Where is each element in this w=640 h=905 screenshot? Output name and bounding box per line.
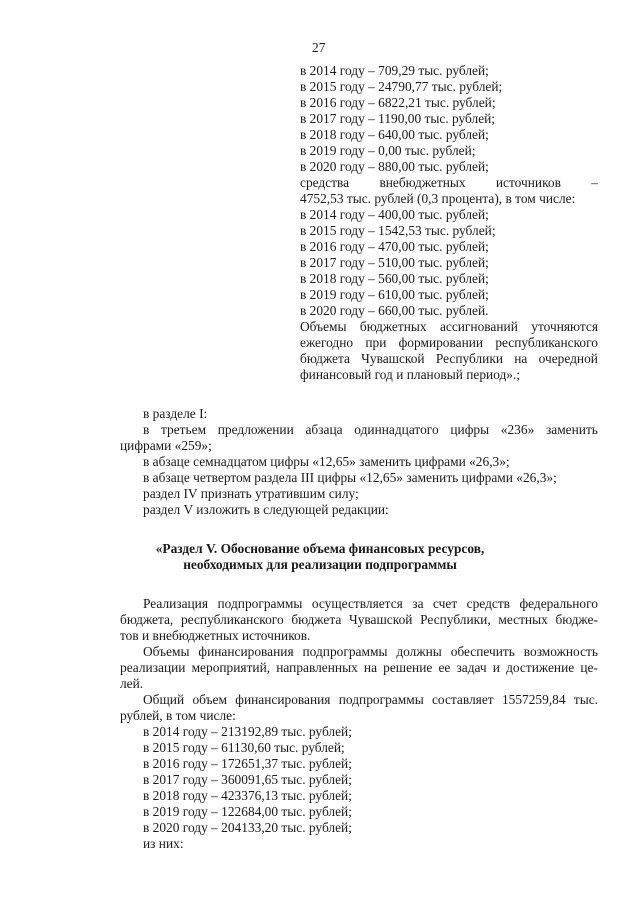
list-item: в 2017 году – 360091,65 тыс. рублей; [143,772,352,787]
word: республиканского [180,612,284,627]
word: Объемы [143,644,190,659]
word: Республики [435,351,504,366]
word: финансирования [198,644,294,659]
word: заменить [545,422,598,437]
section-heading: необходимых для реализации подпрограммы [183,557,457,572]
list-item: в 2017 году – 510,00 тыс. рублей; [300,255,489,270]
section-change: раздел V изложить в следующей редакции: [143,502,389,517]
word: «236» [500,422,535,437]
extra-budget-total: 4752,53 тыс. рублей (0,3 процента), в том числе: [300,191,576,206]
paragraph-line [120,660,598,675]
list-item: в 2019 году – 0,00 тыс. рублей; [300,143,476,158]
list-item: в 2019 году – 122684,00 тыс. рублей; [143,804,352,819]
word: объем [192,692,227,707]
section-change: раздел IV признать утратившим силу; [143,486,359,501]
list-item: в 2015 году – 61130,60 тыс. рублей; [143,740,345,755]
word: цифры [450,422,490,437]
paragraph-line: лей. [120,676,144,691]
word: Реализация [143,596,209,611]
paragraph-line [143,596,598,611]
word: на [363,660,378,675]
word: возможность [523,644,598,659]
word: источников [495,175,561,190]
word: средства [300,175,350,190]
word: абзаца [305,422,343,437]
word: третьем [161,422,207,437]
word: обеспечить [450,644,515,659]
word: местных [498,612,548,627]
word: республиканского [495,335,598,350]
word: и [492,660,500,675]
word: ежегодно [300,335,354,350]
word: бюдже- [555,612,598,627]
word: ее [438,660,451,675]
word: при [365,335,387,350]
word: Объемы [300,319,347,334]
word: бюджета [300,351,350,366]
word: внебюджетных [379,175,466,190]
word: на [514,351,528,366]
list-item: в 2016 году – 172651,37 тыс. рублей; [143,756,352,771]
section-change: цифрами «259»; [120,438,212,453]
paragraph-line: рублей, в том числе: [120,708,236,723]
extra-budget-line [300,175,598,190]
word: подпрограммы [217,596,303,611]
list-item: в 2018 году – 560,00 тыс. рублей; [300,271,489,286]
word: средств [466,596,511,611]
word: очередной [538,351,598,366]
section-heading: «Раздел V. Обоснование объема финансовых ресурсов, [155,541,485,556]
word: осуществляется [311,596,403,611]
word: составляет [431,692,494,707]
budget-note-line [300,335,598,350]
word: подпрограммы [302,644,388,659]
word: федерального [519,596,598,611]
word: це- [580,660,598,675]
paragraph-line [120,612,598,627]
paragraph-line [143,692,598,707]
budget-note-line [300,351,598,366]
word: – [591,175,598,190]
list-item: в 2016 году – 470,00 тыс. рублей; [300,239,489,254]
list-item: в 2020 году – 660,00 тыс. рублей. [300,303,489,318]
word: уточняются [531,319,598,334]
paragraph-line [143,644,598,659]
section-change: в абзаце семнадцатом цифры «12,65» заменить цифрами «26,3»; [143,454,510,469]
word: направленных [276,660,358,675]
section-change [143,422,598,437]
word: решение [383,660,433,675]
word: должны [396,644,442,659]
word: Общий [143,692,185,707]
word: реализации [120,660,186,675]
word: Чувашской [349,612,413,627]
word: достижение [506,660,575,675]
word: подпрограммы [338,692,424,707]
list-item: в 2014 году – 400,00 тыс. рублей; [300,207,489,222]
list-item: в 2016 году – 6822,21 тыс. рублей; [300,95,496,110]
list-item: в 2017 году – 1190,00 тыс. рублей; [300,111,496,126]
word: финансирования [235,692,331,707]
list-item: в 2015 году – 1542,53 тыс. рублей; [300,223,496,238]
word: бюджетных [359,319,427,334]
word: Чувашской [361,351,425,366]
word: за [412,596,424,611]
word: формировании [398,335,484,350]
list-item: в 2020 году – 204133,20 тыс. рублей; [143,820,352,835]
list-item: в 2014 году – 709,29 тыс. рублей; [300,63,489,78]
word: 1557259,84 [501,692,566,707]
list-item: в 2014 году – 213192,89 тыс. рублей; [143,724,352,739]
budget-note-line [300,319,598,334]
list-tail: из них: [143,836,184,851]
word: задач [456,660,487,675]
list-item: в 2018 году – 423376,13 тыс. рублей; [143,788,352,803]
list-item: в 2015 году – 24790,77 тыс. рублей; [300,79,503,94]
word: ассигнований [439,319,518,334]
word: тыс. [573,692,598,707]
word: счет [432,596,458,611]
section-change: в абзаце четвертом раздела III цифры «12,65» заменить цифрами «26,3»; [143,470,557,485]
list-item: в 2019 году – 610,00 тыс. рублей; [300,287,489,302]
list-item: в 2018 году – 640,00 тыс. рублей; [300,127,489,142]
paragraph-line: тов и внебюджетных источников. [120,628,311,643]
word: бюджета, [120,612,174,627]
word: Республики, [420,612,491,627]
list-item: в 2020 году – 880,00 тыс. рублей; [300,159,489,174]
page-number: 27 [312,40,326,55]
word: одиннадцатого [354,422,439,437]
word: мероприятий, [191,660,271,675]
budget-note-line: финансовый год и плановый период».; [300,367,521,382]
word: в [143,422,150,437]
word: предложении [217,422,294,437]
word: бюджета [291,612,342,627]
section-change: в разделе I: [143,406,208,421]
